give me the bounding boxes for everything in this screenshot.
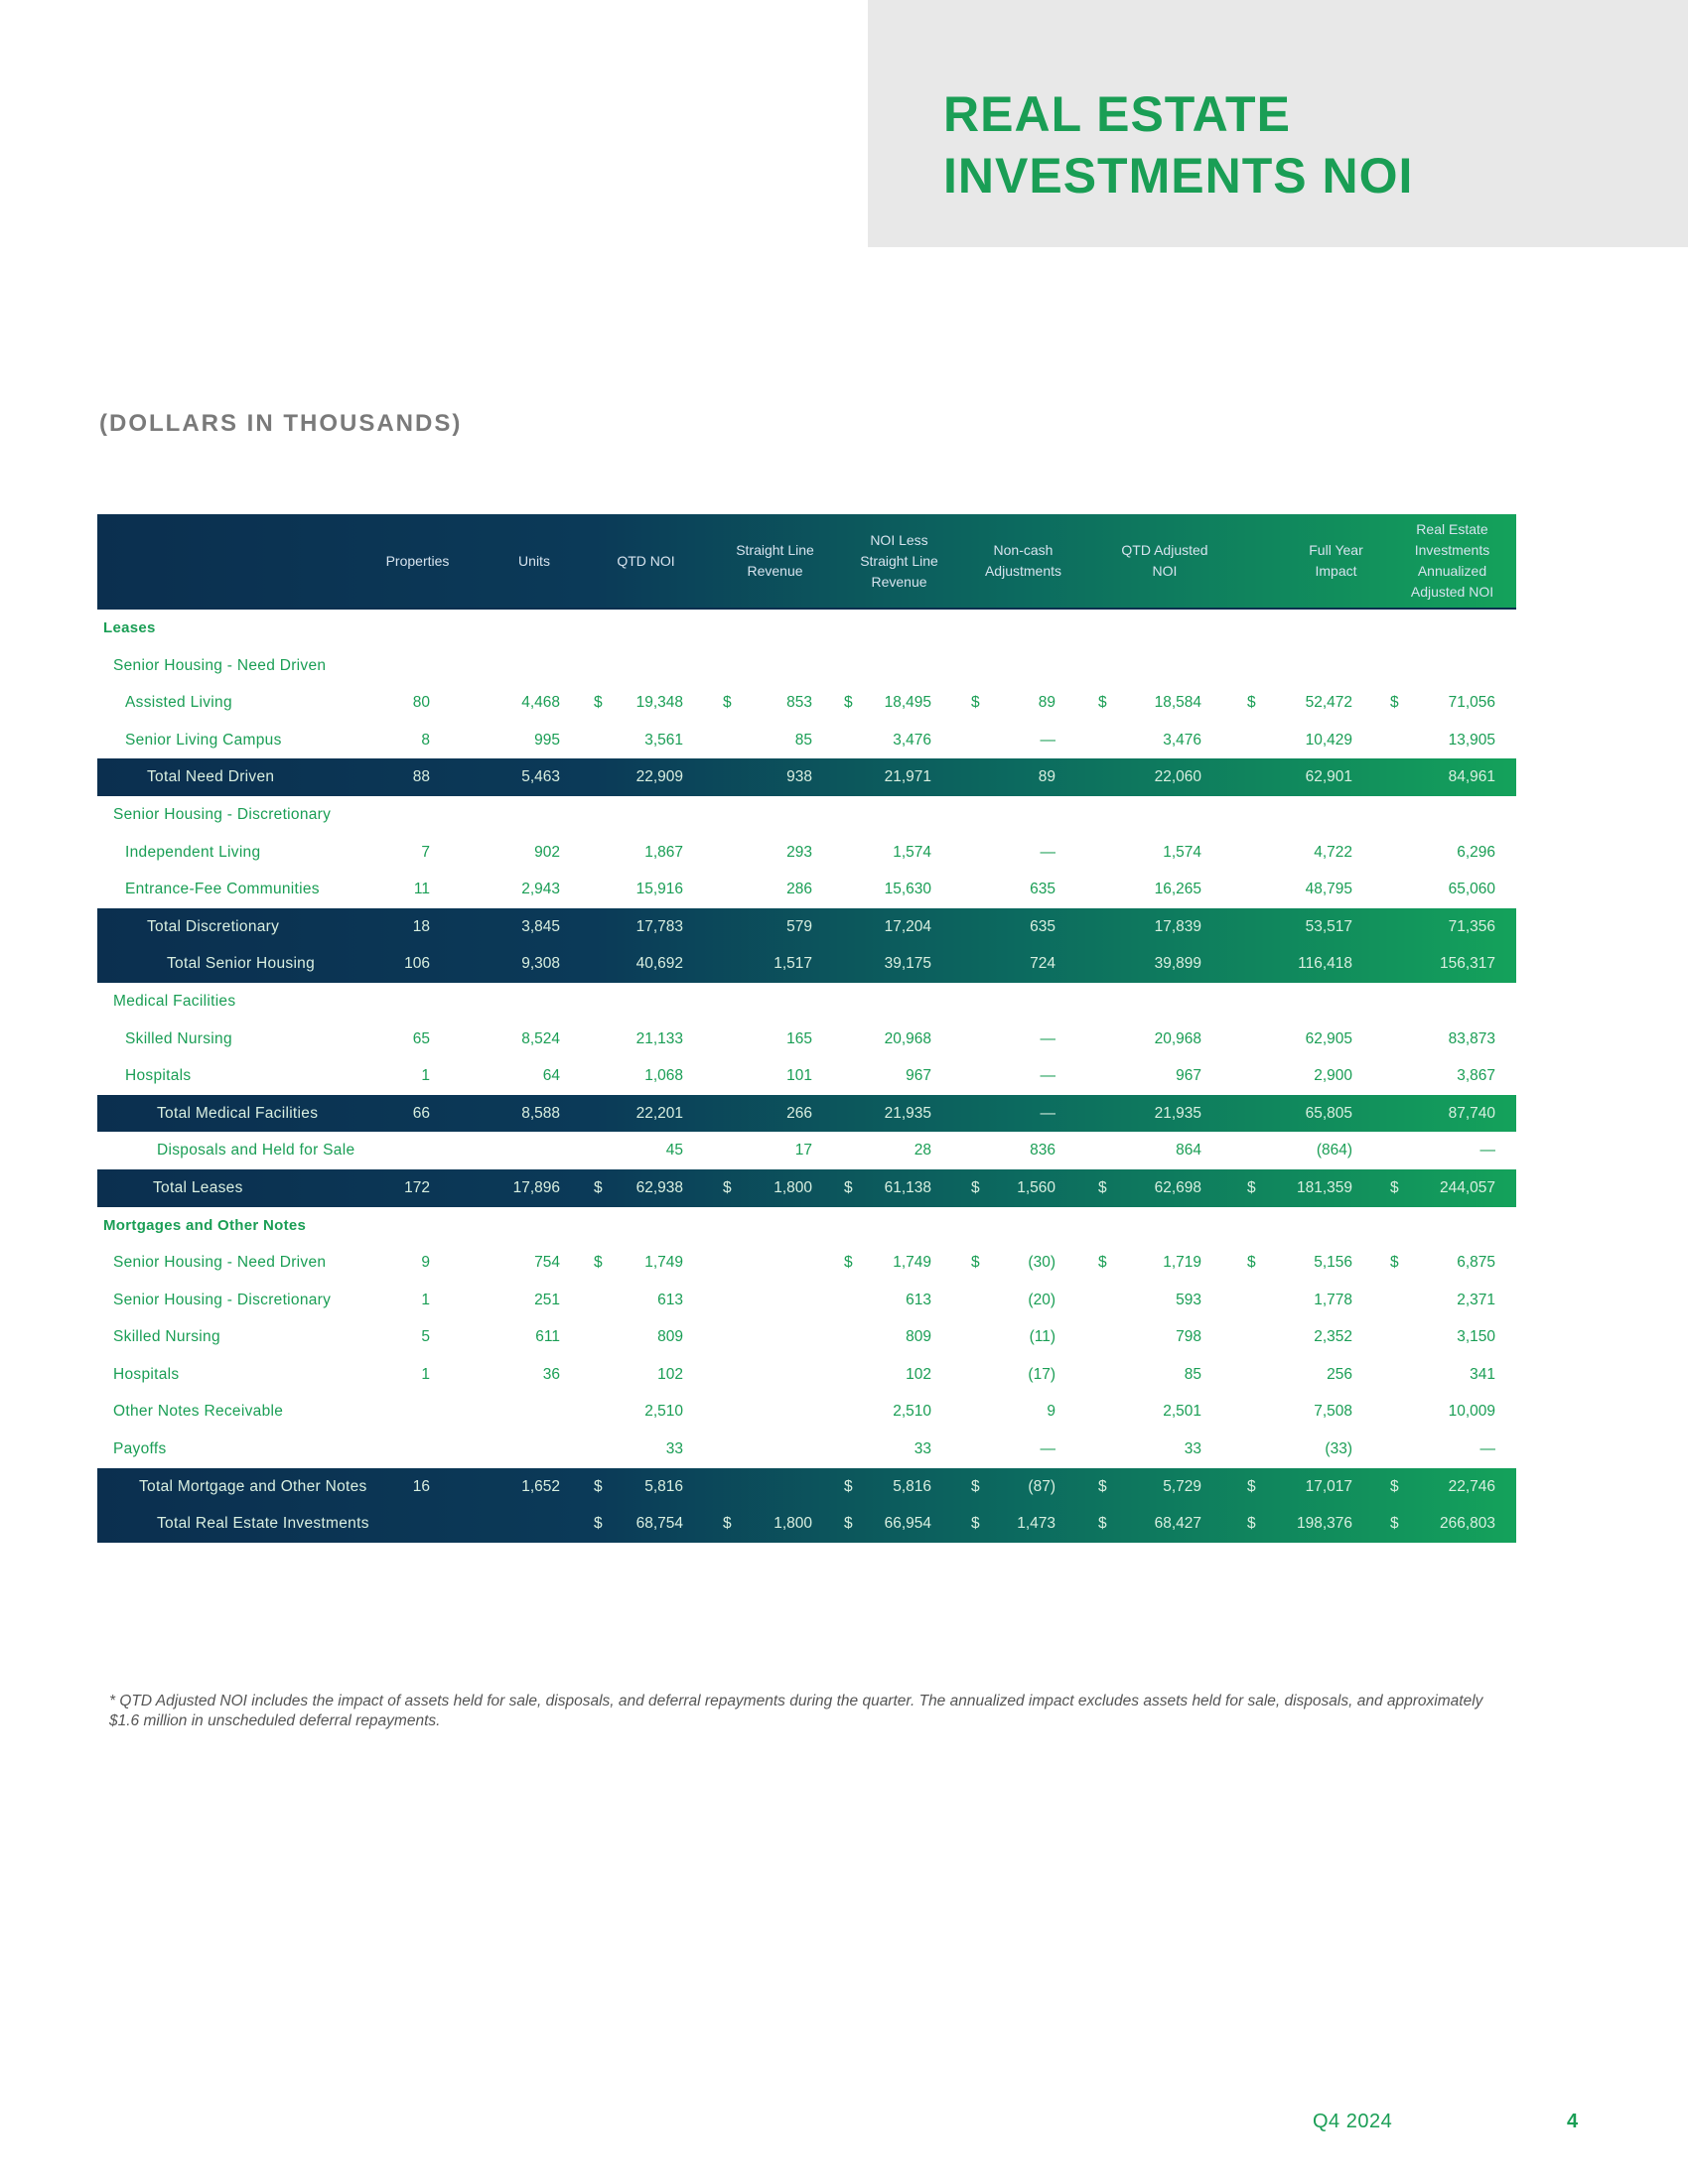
row-label: Assisted Living	[125, 694, 232, 712]
dollar-sign: $	[594, 1254, 603, 1272]
cell-value: (87)	[1028, 1477, 1055, 1495]
dollar-sign: $	[1098, 1477, 1107, 1495]
cell-value: 66	[412, 1104, 430, 1122]
dollar-sign: $	[1098, 1515, 1107, 1533]
cell-value: 6,296	[1457, 843, 1495, 861]
cell-value: 84,961	[1448, 768, 1495, 786]
cell-value: 9	[421, 1254, 430, 1272]
table-row	[97, 1021, 1516, 1058]
cell-value: 256	[1327, 1365, 1352, 1383]
row-label: Medical Facilities	[113, 992, 236, 1010]
cell-value: 286	[786, 881, 812, 898]
cell-value: 3,561	[644, 731, 683, 749]
cell-value: 13,905	[1448, 731, 1495, 749]
cell-value: (33)	[1325, 1440, 1352, 1458]
row-label: Hospitals	[125, 1067, 192, 1085]
cell-value: 1,517	[774, 955, 812, 973]
cell-value: 967	[906, 1067, 931, 1085]
dollar-sign: $	[1247, 694, 1256, 712]
row-label: Disposals and Held for Sale	[157, 1142, 355, 1160]
total-row	[97, 908, 1516, 946]
table-header	[97, 514, 1516, 610]
cell-value: 809	[906, 1328, 931, 1346]
cell-value: 89	[1038, 768, 1055, 786]
row-label: Total Leases	[153, 1178, 243, 1196]
cell-value: 836	[1030, 1142, 1055, 1160]
cell-value: 65	[412, 1029, 430, 1047]
dollar-sign: $	[971, 694, 980, 712]
row-label: Entrance-Fee Communities	[125, 881, 320, 898]
dollar-sign: $	[1390, 1254, 1399, 1272]
cell-value: 1,574	[893, 843, 931, 861]
column-header: Units	[518, 552, 550, 569]
cell-value: 2,900	[1314, 1067, 1352, 1085]
cell-value: 8,588	[521, 1104, 560, 1122]
cell-value: 2,510	[893, 1403, 931, 1421]
cell-value: 1,719	[1163, 1254, 1201, 1272]
cell-value: 2,501	[1163, 1403, 1201, 1421]
cell-value: 1,867	[644, 843, 683, 861]
cell-value: 116,418	[1298, 955, 1352, 973]
cell-value: 266,803	[1439, 1515, 1495, 1533]
row-label: Total Real Estate Investments	[157, 1515, 369, 1533]
cell-value: (20)	[1028, 1291, 1055, 1308]
dollar-sign: $	[594, 1515, 603, 1533]
cell-value: 33	[914, 1440, 931, 1458]
cell-value: 65,805	[1305, 1104, 1352, 1122]
total-row	[97, 945, 1516, 983]
cell-value: 40,692	[635, 955, 683, 973]
cell-value: (11)	[1029, 1328, 1055, 1346]
section-row	[97, 1207, 1516, 1245]
noi-table	[97, 514, 1516, 1543]
cell-value: 864	[1176, 1142, 1201, 1160]
cell-value: 579	[786, 917, 812, 935]
cell-value: 798	[1176, 1328, 1201, 1346]
cell-value: 611	[535, 1328, 560, 1346]
cell-value: 1	[421, 1291, 430, 1308]
cell-value: 87,740	[1448, 1104, 1495, 1122]
cell-value: 16	[412, 1477, 430, 1495]
cell-value: 102	[657, 1365, 683, 1383]
cell-value: 17,204	[884, 917, 931, 935]
section-row	[97, 610, 1516, 647]
dollar-sign: $	[594, 694, 603, 712]
cell-value: 593	[1176, 1291, 1201, 1308]
cell-value: 3,150	[1457, 1328, 1495, 1346]
cell-value: 3,476	[1163, 731, 1201, 749]
cell-value: (30)	[1028, 1254, 1055, 1272]
cell-value: 71,056	[1448, 694, 1495, 712]
row-label: Total Medical Facilities	[157, 1104, 319, 1122]
dollar-sign: $	[844, 1254, 853, 1272]
cell-value: 1,749	[644, 1254, 683, 1272]
cell-value: 11	[413, 881, 430, 898]
cell-value: 724	[1030, 955, 1055, 973]
cell-value: 39,175	[884, 955, 931, 973]
cell-value: 19,348	[635, 694, 683, 712]
cell-value: 61,138	[884, 1178, 931, 1196]
cell-value: 172	[404, 1178, 430, 1196]
cell-value: 21,133	[635, 1029, 683, 1047]
row-label: Total Discretionary	[147, 917, 280, 935]
units-subtitle: (DOLLARS IN THOUSANDS)	[99, 410, 463, 437]
cell-value: 62,905	[1305, 1029, 1352, 1047]
dollar-sign: $	[844, 1178, 853, 1196]
dollar-sign: $	[1390, 694, 1399, 712]
row-label: Senior Housing - Need Driven	[113, 1254, 327, 1272]
dollar-sign: $	[1247, 1515, 1256, 1533]
cell-value: 1,068	[644, 1067, 683, 1085]
dollar-sign: $	[971, 1178, 980, 1196]
cell-value: 156,317	[1439, 955, 1495, 973]
cell-value: 1	[421, 1365, 430, 1383]
cell-value: 80	[412, 694, 430, 712]
column-header: QTD Adjusted NOI	[1121, 542, 1208, 579]
row-label: Other Notes Receivable	[113, 1403, 284, 1421]
cell-value: 244,057	[1439, 1178, 1495, 1196]
page-title-line1: REAL ESTATE	[943, 86, 1291, 142]
cell-value: 938	[786, 768, 812, 786]
total-row	[97, 1468, 1516, 1506]
row-label: Total Senior Housing	[167, 955, 316, 973]
dollar-sign: $	[971, 1254, 980, 1272]
cell-value: 48,795	[1305, 881, 1352, 898]
cell-value: 9,308	[521, 955, 560, 973]
cell-value: 3,476	[893, 731, 931, 749]
cell-value: 21,971	[884, 768, 931, 786]
cell-value: 902	[534, 843, 560, 861]
column-header: Properties	[385, 552, 450, 569]
dollar-sign: $	[723, 1515, 732, 1533]
table-row	[97, 1132, 1516, 1169]
cell-value: 613	[906, 1291, 931, 1308]
cell-value: 102	[906, 1365, 931, 1383]
column-header: Straight Line Revenue	[736, 542, 814, 579]
cell-value: 5	[421, 1328, 430, 1346]
row-label: Leases	[103, 619, 156, 636]
dollar-sign: $	[1098, 1178, 1107, 1196]
section-row	[97, 647, 1516, 685]
cell-value: (864)	[1316, 1142, 1352, 1160]
table-row	[97, 1244, 1516, 1282]
dollar-sign: $	[1390, 1178, 1399, 1196]
dollar-sign: $	[844, 1515, 853, 1533]
dollar-sign: $	[1390, 1477, 1399, 1495]
cell-value: 22,201	[635, 1104, 683, 1122]
row-label: Independent Living	[125, 843, 261, 861]
cell-value: 1,800	[774, 1178, 812, 1196]
total-row	[97, 1169, 1516, 1207]
cell-value: —	[1040, 1104, 1055, 1122]
cell-value: 266	[786, 1104, 812, 1122]
cell-value: 6,875	[1457, 1254, 1495, 1272]
cell-value: 8,524	[521, 1029, 560, 1047]
cell-value: 293	[786, 843, 812, 861]
cell-value: 17,839	[1154, 917, 1201, 935]
cell-value: 68,754	[635, 1515, 683, 1533]
row-label: Payoffs	[113, 1440, 167, 1458]
cell-value: 341	[1470, 1365, 1495, 1383]
cell-value: 62,938	[635, 1178, 683, 1196]
cell-value: 62,901	[1305, 768, 1352, 786]
cell-value: 635	[1030, 917, 1055, 935]
row-label: Total Need Driven	[147, 768, 275, 786]
table-row	[97, 834, 1516, 872]
page-number: 4	[1567, 2111, 1579, 2132]
dollar-sign: $	[971, 1515, 980, 1533]
dollar-sign: $	[594, 1178, 603, 1196]
cell-value: 8	[421, 731, 430, 749]
dollar-sign: $	[1247, 1477, 1256, 1495]
cell-value: 5,729	[1163, 1477, 1201, 1495]
dollar-sign: $	[1247, 1178, 1256, 1196]
cell-value: 18,584	[1154, 694, 1201, 712]
dollar-sign: $	[1098, 1254, 1107, 1272]
cell-value: 68,427	[1154, 1515, 1201, 1533]
cell-value: —	[1040, 1067, 1055, 1085]
cell-value: 2,510	[644, 1403, 683, 1421]
section-row	[97, 796, 1516, 834]
row-label: Total Mortgage and Other Notes	[139, 1477, 367, 1495]
cell-value: 7	[421, 843, 430, 861]
total-row	[97, 758, 1516, 796]
cell-value: 3,845	[521, 917, 560, 935]
cell-value: 18	[412, 917, 430, 935]
cell-value: 1,473	[1017, 1515, 1055, 1533]
cell-value: 20,968	[884, 1029, 931, 1047]
cell-value: 20,968	[1154, 1029, 1201, 1047]
table-row	[97, 1393, 1516, 1431]
cell-value: 21,935	[1154, 1104, 1201, 1122]
cell-value: 9	[1047, 1403, 1055, 1421]
cell-value: 65,060	[1448, 881, 1495, 898]
cell-value: 251	[534, 1291, 560, 1308]
dollar-sign: $	[1390, 1515, 1399, 1533]
page-title-line2: INVESTMENTS NOI	[943, 148, 1414, 204]
table-row	[97, 1057, 1516, 1095]
cell-value: 22,060	[1154, 768, 1201, 786]
cell-value: 22,909	[635, 768, 683, 786]
cell-value: 89	[1038, 694, 1055, 712]
cell-value: 17,017	[1305, 1477, 1352, 1495]
row-label: Senior Housing - Discretionary	[113, 1291, 332, 1308]
cell-value: 83,873	[1448, 1029, 1495, 1047]
row-label: Hospitals	[113, 1365, 180, 1383]
total-row	[97, 1095, 1516, 1133]
cell-value: 66,954	[884, 1515, 931, 1533]
cell-value: 1,749	[893, 1254, 931, 1272]
cell-value: (17)	[1028, 1365, 1055, 1383]
cell-value: 1,560	[1017, 1178, 1055, 1196]
cell-value: 5,463	[521, 768, 560, 786]
cell-value: 17,783	[635, 917, 683, 935]
cell-value: —	[1040, 1029, 1055, 1047]
dollar-sign: $	[844, 694, 853, 712]
row-label: Skilled Nursing	[113, 1328, 220, 1346]
dollar-sign: $	[1098, 694, 1107, 712]
cell-value: 85	[794, 731, 812, 749]
cell-value: 36	[542, 1365, 560, 1383]
cell-value: 754	[534, 1254, 560, 1272]
dollar-sign: $	[1247, 1254, 1256, 1272]
dollar-sign: $	[594, 1477, 603, 1495]
cell-value: 5,816	[644, 1477, 683, 1495]
table-row	[97, 1282, 1516, 1319]
table-body	[97, 610, 1516, 1543]
row-label: Senior Housing - Discretionary	[113, 805, 332, 823]
row-label: Skilled Nursing	[125, 1029, 232, 1047]
row-label: Senior Living Campus	[125, 731, 282, 749]
table-row	[97, 1431, 1516, 1468]
cell-value: 4,722	[1314, 843, 1352, 861]
dollar-sign: $	[723, 1178, 732, 1196]
cell-value: 22,746	[1448, 1477, 1495, 1495]
cell-value: 64	[542, 1067, 560, 1085]
cell-value: 1,800	[774, 1515, 812, 1533]
table-row	[97, 1356, 1516, 1394]
cell-value: 3,867	[1457, 1067, 1495, 1085]
cell-value: 45	[665, 1142, 683, 1160]
cell-value: 39,899	[1154, 955, 1201, 973]
total-row	[97, 1505, 1516, 1543]
table-row	[97, 871, 1516, 908]
cell-value: 52,472	[1305, 694, 1352, 712]
column-header: Full Year Impact	[1309, 542, 1363, 579]
cell-value: 88	[412, 768, 430, 786]
cell-value: 33	[1184, 1440, 1201, 1458]
column-header: QTD NOI	[617, 552, 675, 569]
cell-value: —	[1479, 1142, 1495, 1160]
cell-value: 165	[786, 1029, 812, 1047]
cell-value: 10,009	[1448, 1403, 1495, 1421]
table-row	[97, 722, 1516, 759]
column-header: NOI Less Straight Line Revenue	[860, 531, 938, 590]
cell-value: 853	[786, 694, 812, 712]
cell-value: 181,359	[1296, 1178, 1352, 1196]
cell-value: 17,896	[512, 1178, 560, 1196]
cell-value: —	[1040, 731, 1055, 749]
row-label: Mortgages and Other Notes	[103, 1216, 307, 1234]
cell-value: 21,935	[884, 1104, 931, 1122]
footnote: * QTD Adjusted NOI includes the impact of assets held for sale, disposals, and deferral repayments during the quarter. The annualized impact excludes assets held for sale, disposals, and approximately $1.6 million in unscheduled deferral repayments.	[109, 1693, 1483, 1729]
cell-value: 106	[404, 955, 430, 973]
cell-value: 1	[421, 1067, 430, 1085]
section-row	[97, 983, 1516, 1021]
cell-value: 1,574	[1163, 843, 1201, 861]
cell-value: 2,352	[1314, 1328, 1352, 1346]
footer-quarter: Q4 2024	[1313, 2111, 1393, 2132]
cell-value: 85	[1184, 1365, 1201, 1383]
table-row	[97, 684, 1516, 722]
cell-value: 635	[1030, 881, 1055, 898]
cell-value: 33	[665, 1440, 683, 1458]
cell-value: —	[1040, 843, 1055, 861]
cell-value: 5,816	[893, 1477, 931, 1495]
row-label: Senior Housing - Need Driven	[113, 656, 327, 674]
cell-value: 967	[1176, 1067, 1201, 1085]
column-header: Real Estate Investments Annualized Adjusted NOI	[1410, 521, 1494, 600]
column-header: Non-cash Adjustments	[984, 542, 1062, 579]
cell-value: 15,916	[635, 881, 683, 898]
cell-value: 71,356	[1448, 917, 1495, 935]
cell-value: 5,156	[1314, 1254, 1352, 1272]
cell-value: 17	[794, 1142, 812, 1160]
cell-value: 10,429	[1305, 731, 1352, 749]
cell-value: 101	[786, 1067, 812, 1085]
cell-value: 4,468	[521, 694, 560, 712]
dollar-sign: $	[844, 1477, 853, 1495]
cell-value: 16,265	[1154, 881, 1201, 898]
cell-value: 809	[657, 1328, 683, 1346]
cell-value: 15,630	[884, 881, 931, 898]
cell-value: 1,778	[1314, 1291, 1352, 1308]
dollar-sign: $	[971, 1477, 980, 1495]
cell-value: 18,495	[884, 694, 931, 712]
cell-value: 62,698	[1154, 1178, 1201, 1196]
cell-value: 995	[534, 731, 560, 749]
cell-value: 53,517	[1305, 917, 1352, 935]
cell-value: 1,652	[521, 1477, 560, 1495]
cell-value: —	[1040, 1440, 1055, 1458]
cell-value: 198,376	[1296, 1515, 1352, 1533]
dollar-sign: $	[723, 694, 732, 712]
cell-value: 2,943	[521, 881, 560, 898]
cell-value: 613	[657, 1291, 683, 1308]
cell-value: 2,371	[1457, 1291, 1495, 1308]
cell-value: 28	[914, 1142, 931, 1160]
cell-value: 7,508	[1314, 1403, 1352, 1421]
cell-value: —	[1479, 1440, 1495, 1458]
table-row	[97, 1318, 1516, 1356]
page-title	[943, 83, 1413, 206]
